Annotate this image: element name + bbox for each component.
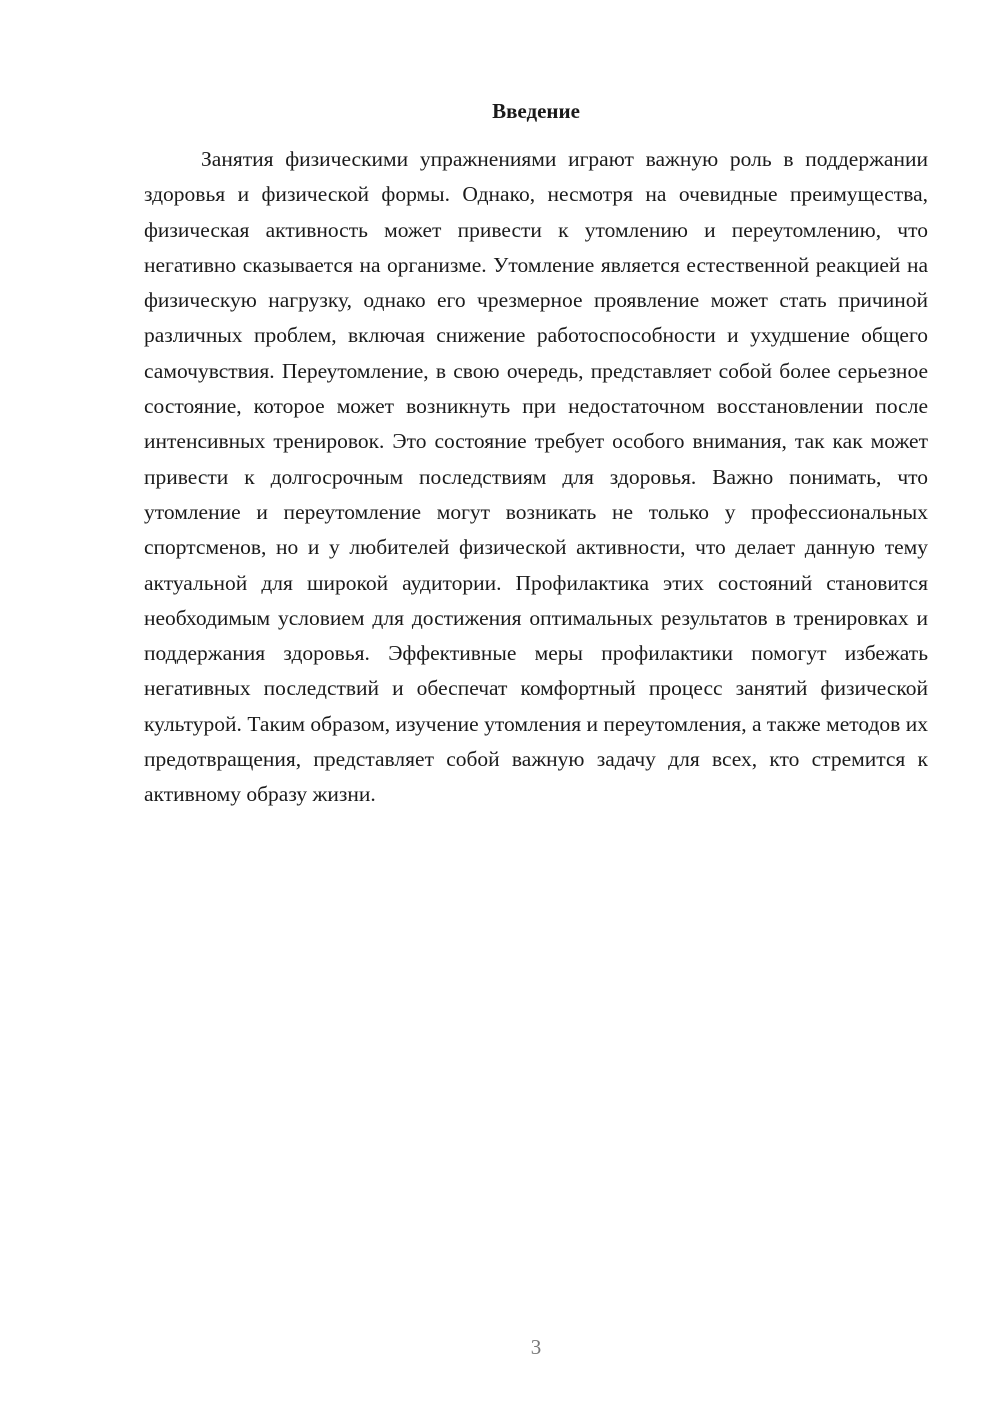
page-number: 3 xyxy=(530,1335,542,1359)
section-heading: Введение xyxy=(492,99,580,123)
intro-paragraph: Занятия физическими упражнениями играют важную роль в поддержании здоровья и физической формы. Однако, несмотря на очевидные преимущества, физическая активность может привести к утомлению и переутомлению, что негативно сказывается на организме. Утомление является естественной реакцией на физическую нагрузку, однако его чрезмерное проявление может стать причиной различных проблем, включая снижение работоспособности и ухудшение общего самочувствия. Переутомление, в свою очередь, представляет собой более серьезное состояние, которое может возникнуть при недостаточном восстановлении после интенсивных тренировок. Это состояние требует особого внимания, так как может привести к долгосрочным последствиям для здоровья. Важно понимать, что утомление и переутомление могут возникать не только у профессиональных спортсменов, но и у любителей физической активности, что делает данную тему актуальной для широкой аудитории. Профилактика этих состояний становится необходимым условием для достижения оптимальных результатов в тренировках и поддержания здоровья. Эффективные меры профилактики помогут избежать негативных последствий и обеспечат комфортный процесс занятий физической культурой. Таким образом, изучение утомления и переутомления, а также методов их предотвращения, представляет собой важную задачу для всех, кто стремится к активному образу жизни. xyxy=(144,147,928,807)
